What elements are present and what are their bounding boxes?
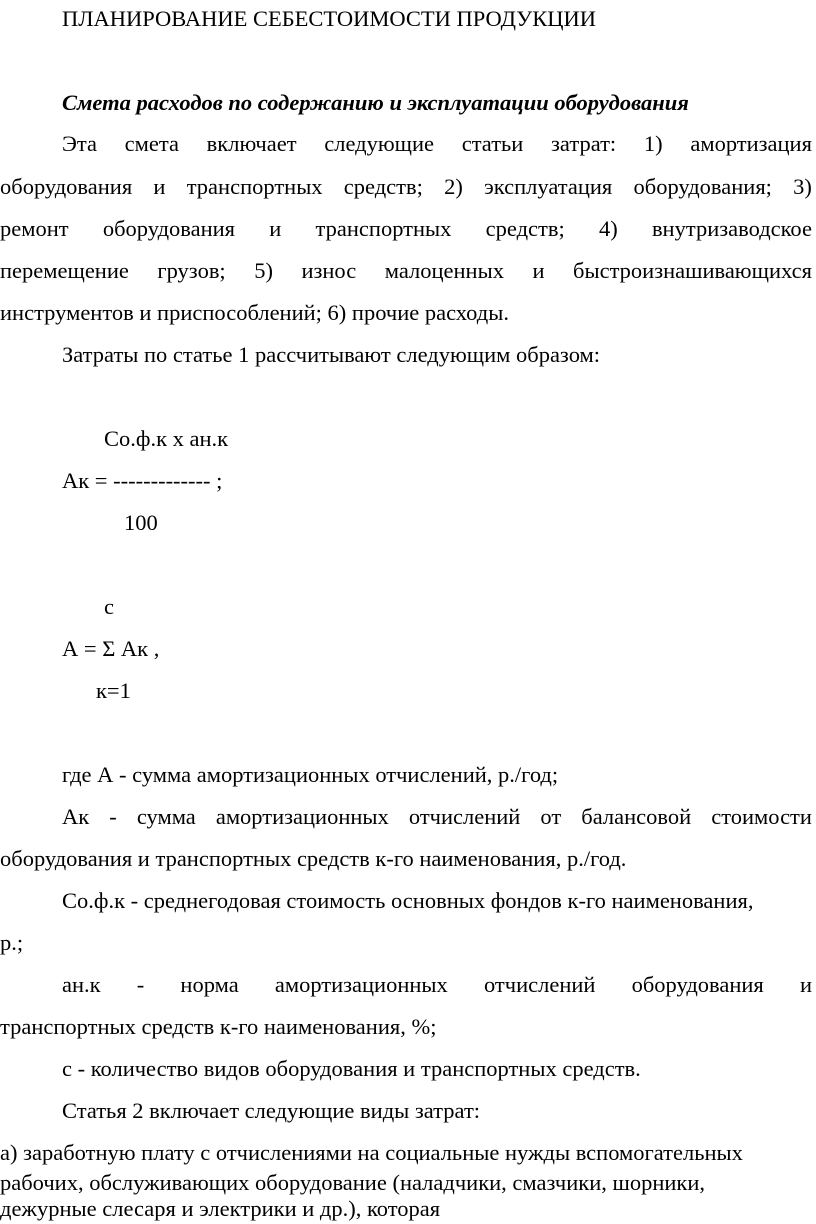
paragraph: Затраты по статье 1 рассчитывают следующим образом: — [62, 342, 601, 367]
word: перемещение — [0, 258, 129, 283]
word: 3) — [793, 174, 812, 199]
list-item-line: дежурные слесаря и электрики и др.), которая — [0, 1196, 441, 1221]
word: Эта — [62, 131, 97, 156]
word: и — [799, 972, 812, 997]
sum-formula: А = Σ Ак , — [62, 636, 160, 661]
word: внутризаводское — [651, 216, 812, 241]
paragraph-line — [62, 133, 812, 156]
definition: где А - сумма амортизационных отчислений, р./год; — [62, 762, 559, 787]
word: ан.к — [62, 972, 101, 997]
word: и — [153, 174, 166, 199]
word: и — [532, 258, 545, 283]
word: ремонт — [0, 216, 69, 241]
word: балансовой — [581, 804, 692, 829]
word: включает — [206, 131, 297, 156]
paragraph-line: инструментов и приспособлений; 6) прочие расходы. — [0, 300, 509, 325]
paragraph: Статья 2 включает следующие виды затрат: — [62, 1098, 481, 1123]
word: амортизационных — [274, 972, 448, 997]
word: малоценных — [384, 258, 504, 283]
definition-line: р.; — [0, 930, 24, 955]
word: стоимости — [711, 804, 812, 829]
definition-line — [62, 974, 812, 997]
word: 4) — [598, 216, 618, 241]
definition-line — [62, 806, 812, 829]
word: и — [269, 216, 282, 241]
formula-numerator: Со.ф.к х ан.к — [104, 426, 229, 451]
word: смета — [124, 131, 179, 156]
word: статьи — [461, 131, 524, 156]
word: отчислений — [483, 972, 596, 997]
page-title: ПЛАНИРОВАНИЕ СЕБЕСТОИМОСТИ ПРОДУКЦИИ — [62, 6, 596, 31]
word: оборудования — [0, 174, 133, 199]
word: грузов; — [157, 258, 226, 283]
word: амортизация — [690, 131, 812, 156]
paragraph-line — [0, 218, 812, 241]
word: Ак — [62, 804, 90, 829]
word: 1) — [643, 131, 663, 156]
word: быстроизнашивающихся — [573, 258, 812, 283]
word: оборудования — [102, 216, 236, 241]
sum-lower-limit: к=1 — [96, 678, 131, 703]
paragraph-line — [0, 176, 812, 199]
word: эксплуатация — [484, 174, 613, 199]
list-item-line: рабочих, обслуживающих оборудование (наладчики, смазчики, шорники, — [0, 1170, 706, 1195]
word: амортизационных — [215, 804, 389, 829]
word: норма — [180, 972, 239, 997]
word: - — [136, 972, 145, 997]
definition-line: транспортных средств к-го наименования, %; — [0, 1014, 437, 1039]
word: сумма — [136, 804, 196, 829]
word: транспортных — [315, 216, 452, 241]
word: 5) — [254, 258, 273, 283]
section-subtitle: Смета расходов по содержанию и эксплуатации оборудования — [62, 90, 689, 115]
word: средств; — [485, 216, 565, 241]
word: 2) — [444, 174, 463, 199]
definition: с - количество видов оборудования и транспортных средств. — [62, 1056, 641, 1081]
word: следующие — [324, 131, 434, 156]
word: оборудования; — [633, 174, 772, 199]
word: износ — [301, 258, 357, 283]
word: - — [109, 804, 117, 829]
definition-line: оборудования и транспортных средств к-го наименования, р./год. — [0, 846, 627, 871]
paragraph-line — [0, 260, 812, 283]
word: транспортных — [186, 174, 323, 199]
sum-upper-limit: с — [104, 594, 114, 619]
word: затрат: — [551, 131, 617, 156]
word: средств; — [343, 174, 423, 199]
word: отчислений — [408, 804, 521, 829]
word: от — [540, 804, 562, 829]
formula-denominator: 100 — [124, 510, 158, 535]
word: оборудования — [631, 972, 764, 997]
formula-lhs: Ак = ------------- ; — [62, 468, 223, 493]
definition-line: Со.ф.к - среднегодовая стоимость основных фондов к-го наименования, — [62, 888, 754, 913]
list-item-line: а) заработную плату с отчислениями на социальные нужды вспомогательных — [0, 1140, 743, 1165]
